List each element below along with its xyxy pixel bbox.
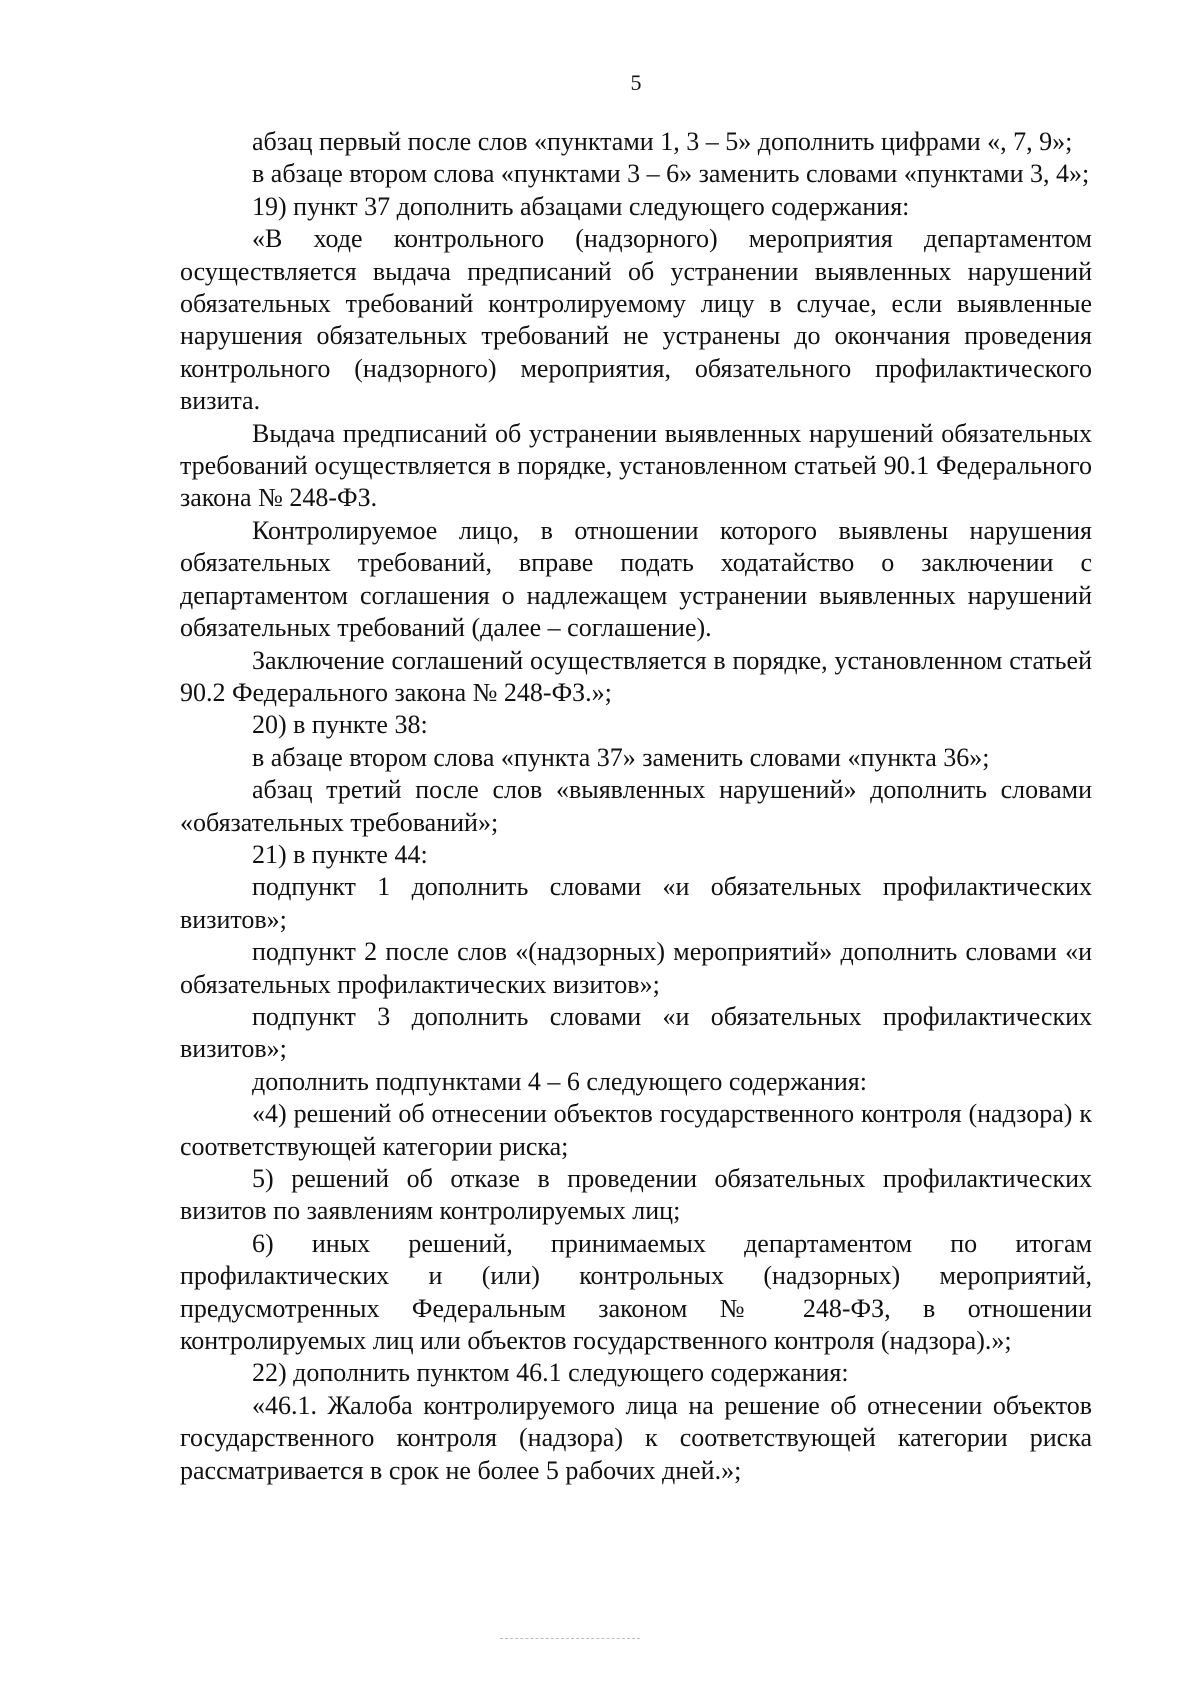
paragraph-10: абзац третий после слов «выявленных нарушений» дополнить словами «обязательных требований»;: [180, 775, 1092, 837]
paragraph-1: абзац первый после слов «пунктами 1, 3 – 5» дополнить цифрами «, 7, 9»;: [252, 127, 1073, 156]
paragraph-18: 6) иных решений, принимаемых департаментом по итогам профилактических и (или) контрольных (надзорных) мероприятий, предусмотренных Федеральным законом № 248-ФЗ, в отношении контролируемых лиц или объектов государственного контроля (надзора).»;: [180, 1228, 1092, 1356]
scan-artifact-line: [500, 1638, 640, 1639]
page-number: 5: [630, 70, 642, 95]
paragraph-19: 22) дополнить пунктом 46.1 следующего содержания:: [252, 1358, 849, 1388]
paragraph-2: в абзаце втором слова «пунктами 3 – 6» заменить словами «пунктами 3, 4»;: [252, 159, 1090, 189]
paragraph-20: «46.1. Жалоба контролируемого лица на решение об отнесении объектов государственного контроля (надзора) к соответствующей категории риска рассматривается в срок не более 5 рабочих дней.»;: [180, 1390, 1092, 1485]
paragraph-8: 20) в пункте 38:: [252, 710, 428, 740]
paragraph-6: Контролируемое лицо, в отношении которого выявлены нарушения обязательных требований, вправе подать ходатайство о заключении с департаментом соглашения о надлежащем устранении выявленных нарушений обязательных требований (далее – соглашение).: [180, 515, 1092, 643]
paragraph-17: 5) решений об отказе в проведении обязательных профилактических визитов по заявлениям контролируемых лиц;: [180, 1164, 1092, 1226]
document-body: [180, 126, 1092, 1487]
paragraph-14: подпункт 3 дополнить словами «и обязательных профилактических визитов»;: [180, 1001, 1092, 1064]
paragraph-13: подпункт 2 после слов «(надзорных) мероприятий» дополнить словами «и обязательных профилактических визитов»;: [180, 937, 1092, 999]
paragraph-4: «В ходе контрольного (надзорного) мероприятия департаментом осуществляется выдача предписаний об устранении выявленных нарушений обязательных требований контролируемому лицу в случае, если выявленные нарушения обязательных требований не устранены до окончания проведения контрольного (надзорного) мероприятия, обязательного профилактического визита.: [180, 224, 1092, 416]
paragraph-15: дополнить подпунктами 4 – 6 следующего содержания:: [252, 1066, 867, 1096]
paragraph-7: Заключение соглашений осуществляется в порядке, установленном статьей 90.2 Федерального закона № 248-ФЗ.»;: [180, 645, 1092, 707]
paragraph-16: «4) решений об отнесении объектов государственного контроля (надзора) к соответствующей категории риска;: [180, 1099, 1092, 1161]
paragraph-11: 21) в пункте 44:: [252, 839, 428, 869]
paragraph-5: Выдача предписаний об устранении выявленных нарушений обязательных требований осуществляется в порядке, установленном статьей 90.1 Федерального закона № 248-ФЗ.: [180, 418, 1092, 513]
paragraph-3: 19) пункт 37 дополнить абзацами следующего содержания:: [252, 191, 910, 221]
paragraph-12: подпункт 1 дополнить словами «и обязательных профилактических визитов»;: [180, 872, 1092, 934]
paragraph-9: в абзаце втором слова «пункта 37» заменить словами «пункта 36»;: [252, 742, 990, 772]
